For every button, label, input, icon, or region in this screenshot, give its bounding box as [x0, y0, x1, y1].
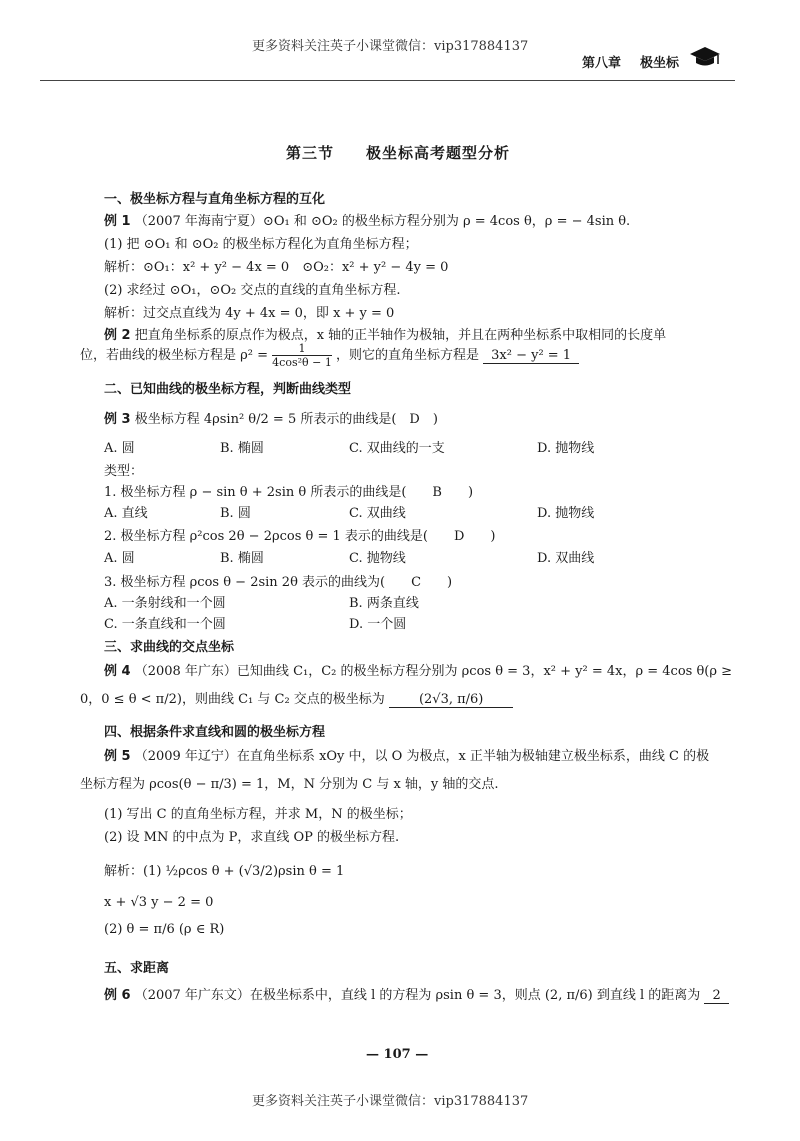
example-4-label: 例 4 — [104, 664, 131, 679]
type2-option-c: C. 抛物线 — [349, 551, 406, 566]
example-4-text: （2008 年广东）已知曲线 C₁，C₂ 的极坐标方程分别为 ρcos θ = 3，x² + y² = 4x，ρ = 4cos θ(ρ ≥ — [134, 664, 733, 679]
ex3-option-d: D. 抛物线 — [537, 441, 595, 456]
example-4-answer: (2√3, π/6) — [389, 692, 513, 708]
example-4 — [104, 660, 732, 679]
type3-option-a: A. 一条射线和一个圆 — [104, 596, 226, 611]
example-1-a1: 解析：⊙O₁：x² + y² − 4x = 0 ⊙O₂：x² + y² − 4y = 0 — [104, 260, 449, 275]
example-4-text-b: 0，0 ≤ θ < π/2)，则曲线 C₁ 与 C₂ 交点的极坐标为 — [80, 692, 385, 707]
example-5-q1: (1) 写出 C 的直角坐标方程，并求 M，N 的极坐标； — [104, 807, 412, 822]
example-5-a2: (2) θ = π/6 (ρ ∈ R) — [104, 922, 225, 937]
watermark-top: 更多资料关注英子小课堂微信：vip317884137 — [252, 39, 529, 54]
types-label: 类型： — [104, 464, 144, 479]
type2-option-b: B. 椭圆 — [220, 551, 264, 566]
example-2-label: 例 2 — [104, 328, 131, 343]
ex3-option-a: A. 圆 — [104, 441, 135, 456]
example-4-cont — [80, 688, 513, 708]
type2-option-d: D. 双曲线 — [537, 551, 595, 566]
example-3 — [104, 408, 438, 427]
heading-5: 五、求距离 — [104, 961, 170, 976]
example-6-answer: 2 — [704, 988, 728, 1004]
example-2-answer: 3x² − y² = 1 — [483, 348, 579, 364]
example-5-label: 例 5 — [104, 749, 131, 764]
example-1 — [104, 210, 630, 229]
example-1-q1: (1) 把 ⊙O₁ 和 ⊙O₂ 的极坐标方程化为直角坐标方程； — [104, 237, 418, 252]
heading-4: 四、根据条件求直线和圆的极坐标方程 — [104, 725, 326, 740]
chapter-title: 极坐标 — [640, 56, 680, 71]
fraction — [272, 342, 332, 369]
example-6 — [104, 984, 729, 1004]
fraction-numerator: 1 — [272, 342, 332, 356]
example-1-text: （2007 年海南宁夏）⊙O₁ 和 ⊙O₂ 的极坐标方程分别为 ρ = 4cos θ，ρ = − 4sin θ. — [134, 214, 631, 229]
section-title: 第三节 极坐标高考题型分析 — [286, 144, 511, 162]
example-1-a2: 解析：过交点直线为 4y + 4x = 0，即 x + y = 0 — [104, 306, 395, 321]
type3-option-d: D. 一个圆 — [349, 617, 407, 632]
example-2-text-b: ，则它的直角坐标方程是 — [335, 348, 479, 363]
example-5-text: （2009 年辽宁）在直角坐标系 xOy 中，以 O 为极点，x 正半轴为极轴建立极坐标系，曲线 C 的极 — [134, 749, 710, 764]
heading-3: 三、求曲线的交点坐标 — [104, 640, 235, 655]
example-1-q2: (2) 求经过 ⊙O₁，⊙O₂ 交点的直线的直角坐标方程. — [104, 283, 401, 298]
type1-option-b: B. 圆 — [220, 506, 251, 521]
heading-2: 二、已知曲线的极坐标方程，判断曲线类型 — [104, 382, 352, 397]
page-number: — 107 — — [366, 1047, 429, 1062]
example-2-text: 把直角坐标系的原点作为极点，x 轴的正半轴作为极轴，并且在两种坐标系中取相同的长度单 — [134, 328, 667, 343]
example-3-text: 极坐标方程 4ρsin² θ/2 = 5 所表示的曲线是( D ) — [134, 412, 438, 427]
chapter-label: 第八章 — [582, 56, 622, 71]
type-3-question: 3. 极坐标方程 ρcos θ − 2sin 2θ 表示的曲线为( C ) — [104, 575, 453, 590]
example-2 — [104, 324, 666, 343]
type3-option-c: C. 一条直线和一个圆 — [104, 617, 226, 632]
heading-1: 一、极坐标方程与直角坐标方程的互化 — [104, 192, 326, 207]
example-2-cont — [80, 342, 579, 369]
example-5 — [104, 745, 709, 764]
example-1-label: 例 1 — [104, 214, 131, 229]
ex3-option-b: B. 椭圆 — [220, 441, 264, 456]
type1-option-d: D. 抛物线 — [537, 506, 595, 521]
graduation-cap-icon — [688, 44, 722, 74]
type-2-question: 2. 极坐标方程 ρ²cos 2θ − 2ρcos θ = 1 表示的曲线是( D ) — [104, 529, 496, 544]
ex3-option-c: C. 双曲线的一支 — [349, 441, 445, 456]
example-2-text-a: 位，若曲线的极坐标方程是 ρ² = — [80, 348, 273, 363]
fraction-denominator: 4cos²θ − 1 — [272, 356, 332, 369]
header-rule — [40, 80, 735, 81]
watermark-bottom: 更多资料关注英子小课堂微信：vip317884137 — [252, 1094, 529, 1109]
example-5-a1-result: x + √3 y − 2 = 0 — [104, 895, 214, 910]
example-5-q2: (2) 设 MN 的中点为 P，求直线 OP 的极坐标方程. — [104, 830, 400, 845]
type1-option-a: A. 直线 — [104, 506, 148, 521]
example-5-cont: 坐标方程为 ρcos(θ − π/3) = 1，M，N 分别为 C 与 x 轴，y 轴的交点. — [80, 777, 499, 792]
type-1-question: 1. 极坐标方程 ρ − sin θ + 2sin θ 所表示的曲线是( B ) — [104, 485, 474, 500]
example-6-text: （2007 年广东文）在极坐标系中，直线 l 的方程为 ρsin θ = 3，则点 (2, π/6) 到直线 l 的距离为 — [134, 988, 701, 1003]
example-3-label: 例 3 — [104, 412, 131, 427]
example-6-label: 例 6 — [104, 988, 131, 1003]
type3-option-b: B. 两条直线 — [349, 596, 419, 611]
example-5-a1: 解析：(1) ½ρcos θ + (√3/2)ρsin θ = 1 — [104, 864, 345, 879]
type1-option-c: C. 双曲线 — [349, 506, 406, 521]
type2-option-a: A. 圆 — [104, 551, 135, 566]
